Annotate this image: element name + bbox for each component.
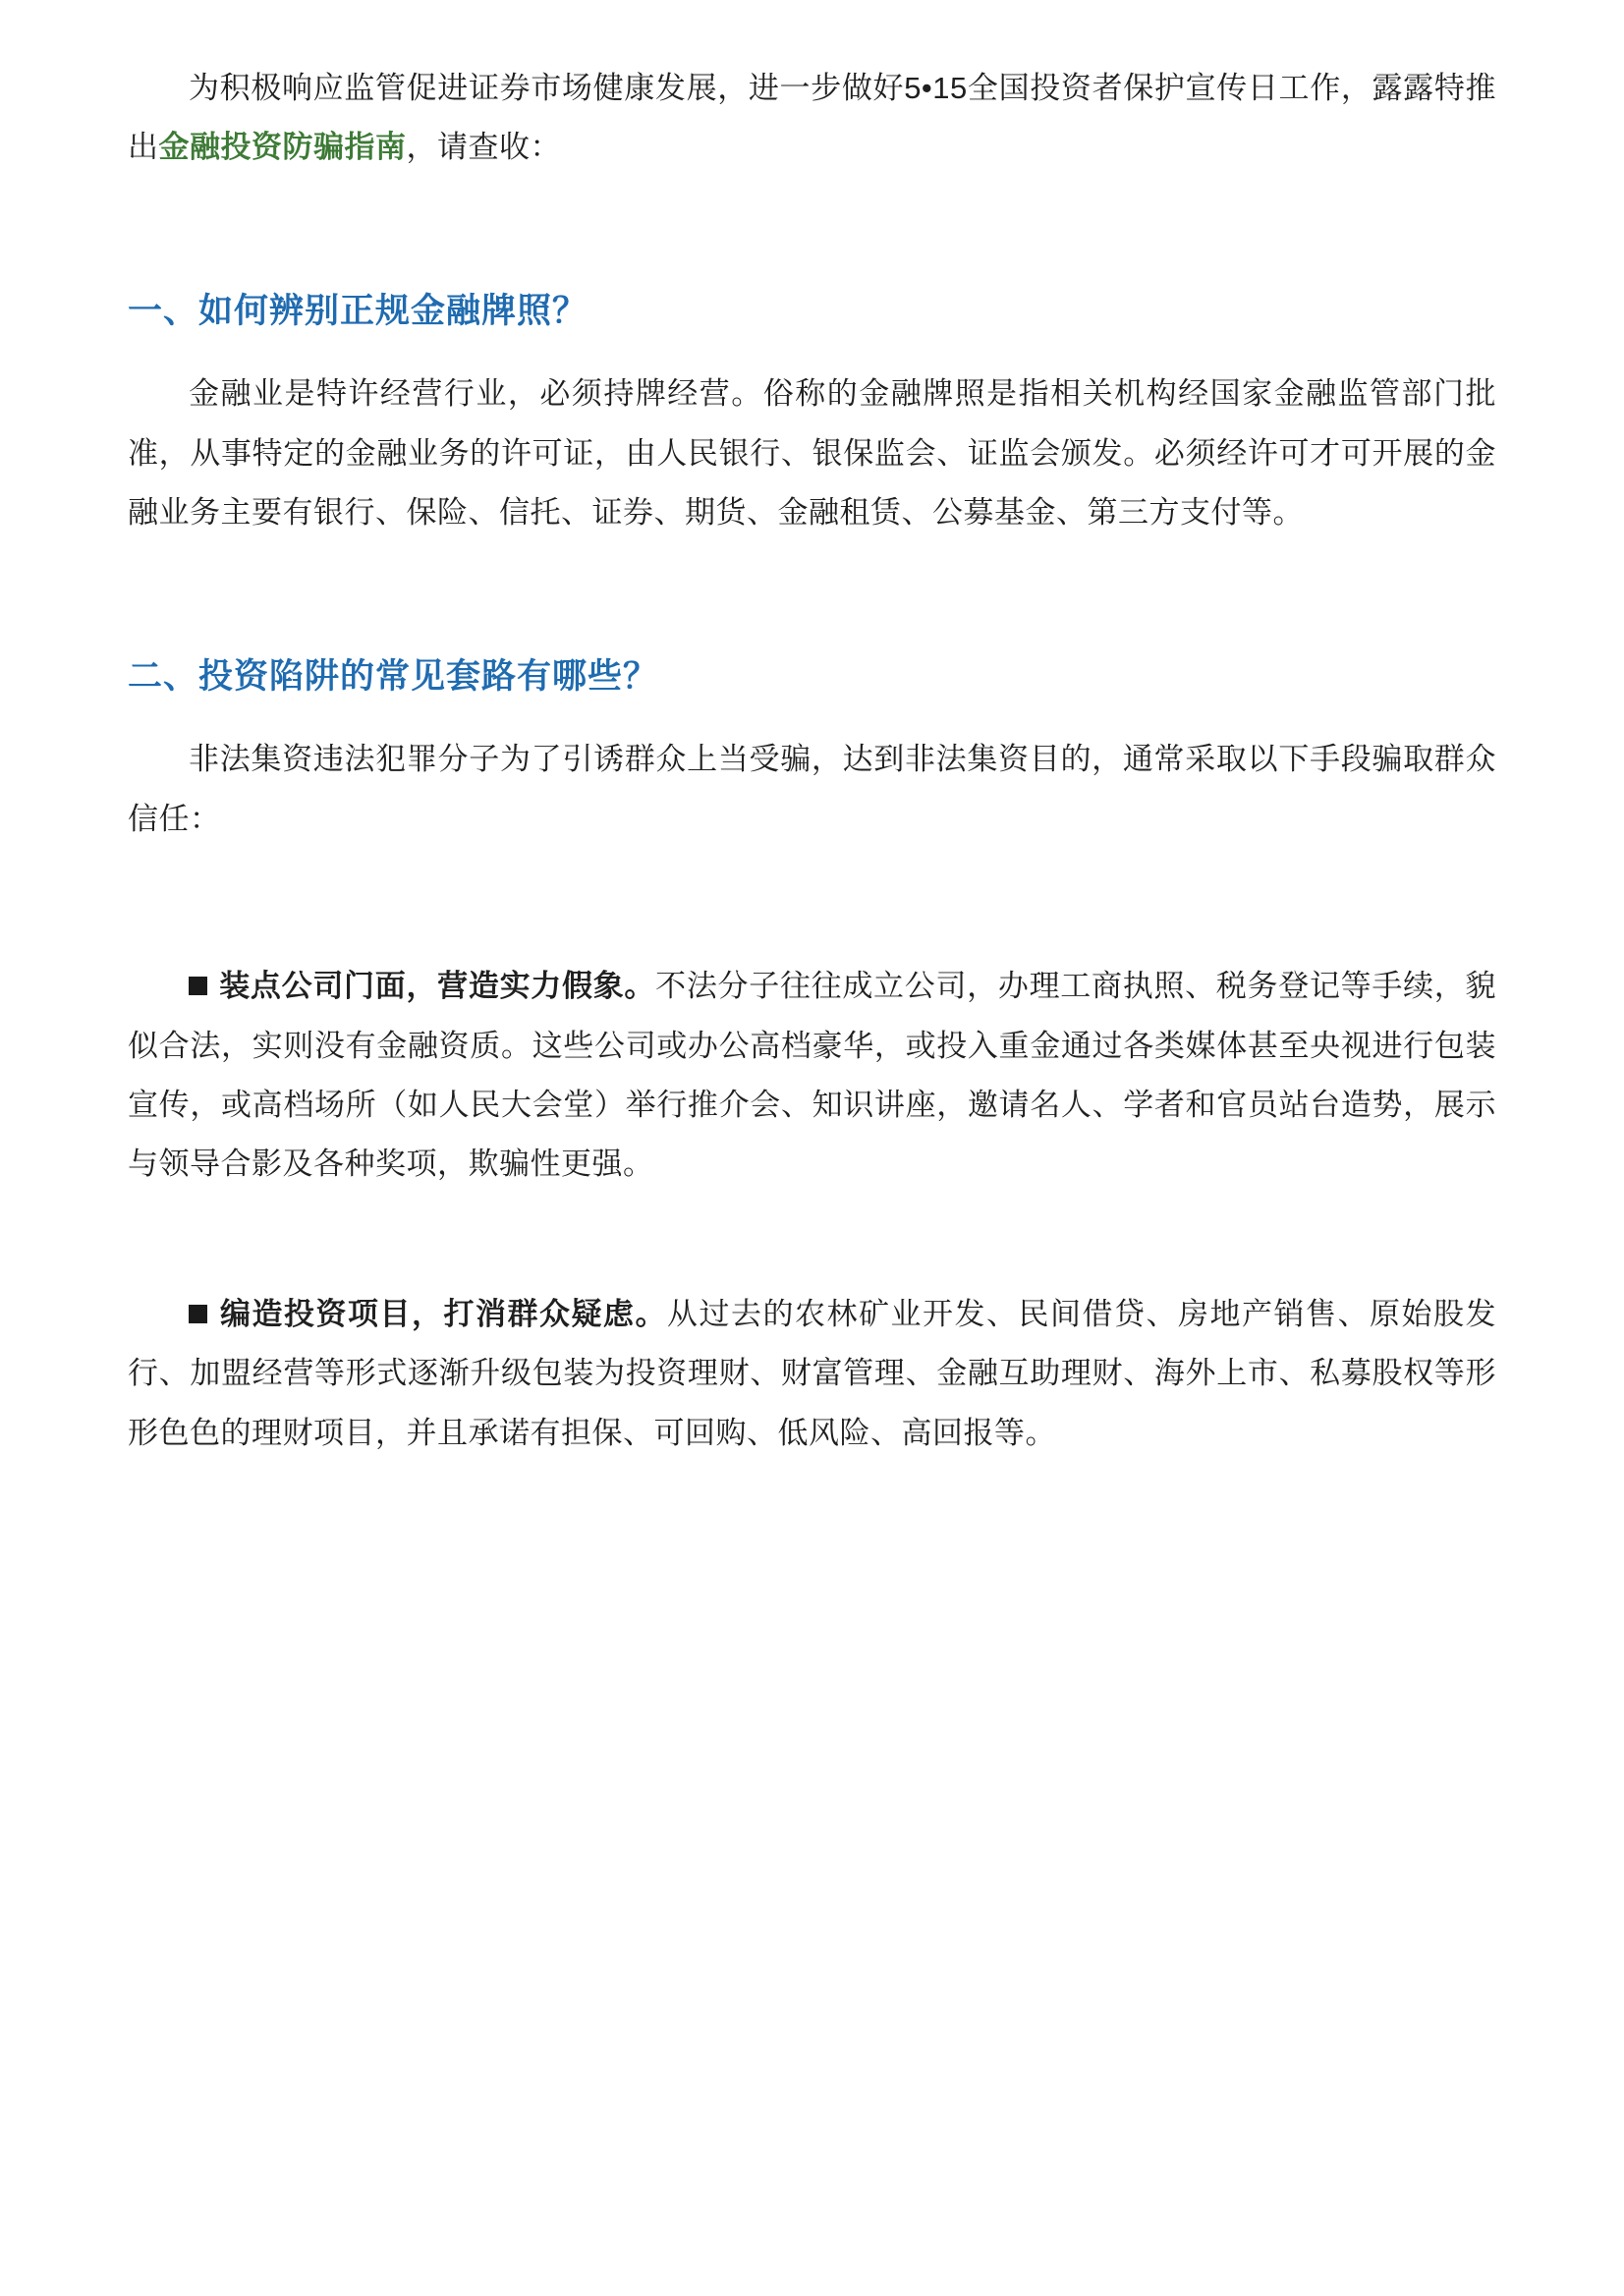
section-heading-1: 一、如何辨别正规金融牌照？ bbox=[128, 291, 588, 330]
bullet-body-1: 不法分子往往成立公司，办理工商执照、税务登记等手续，貌似合法，实则没有金融资质。这些公司或办公高档豪华，或投入重金通过各类媒体甚至央视进行包装宣传，或高档场所（如人民大会堂）举行推介会、知识讲座，邀请名人、学者和官员站台造势，展示与领导合影及各种奖项，欺骗性更强。 bbox=[128, 969, 1496, 1182]
intro-paragraph bbox=[128, 59, 1496, 178]
intro-text-part2: ，请查收： bbox=[406, 130, 561, 165]
spacer bbox=[128, 337, 1496, 364]
section-body-1: 金融业是特许经营行业，必须持牌经营。俗称的金融牌照是指相关机构经国家金融监管部门批准，从事特定的金融业务的许可证，由人民银行、银保监会、证监会颁发。必须经许可才可开展的金融业务主要有银行、保险、信托、证券、期货、金融租赁、公募基金、第三方支付等。 bbox=[128, 376, 1496, 531]
spacer bbox=[128, 1195, 1496, 1285]
bullet-lead-2: 编造投资项目，打消群众疑虑。 bbox=[219, 1296, 667, 1331]
spacer bbox=[128, 543, 1496, 651]
spacer bbox=[128, 702, 1496, 730]
square-bullet-icon bbox=[189, 977, 207, 995]
bullet-item-1 bbox=[128, 957, 1496, 1195]
bullet-lead-1: 装点公司门面，营造实力假象。 bbox=[219, 969, 656, 1004]
spacer bbox=[128, 849, 1496, 957]
square-bullet-icon bbox=[189, 1305, 207, 1323]
section-heading-2: 二、投资陷阱的常见套路有哪些？ bbox=[128, 656, 659, 696]
section-body-2: 非法集资违法犯罪分子为了引诱群众上当受骗，达到非法集资目的，通常采取以下手段骗取群众信任： bbox=[128, 742, 1496, 836]
bullet-body-2: 从过去的农林矿业开发、民间借贷、房地产销售、原始股发行、加盟经营等形式逐渐升级包装为投资理财、财富管理、金融互助理财、海外上市、私募股权等形形色色的理财项目，并且承诺有担保、可回购、低风险、高回报等。 bbox=[128, 1296, 1496, 1450]
intro-text-part1: 为积极响应监管促进证券市场健康发展，进一步做好5•15全国投资者保护宣传日工作，露露特推出 bbox=[128, 71, 1496, 165]
bullet-item-2 bbox=[128, 1285, 1496, 1463]
spacer bbox=[128, 178, 1496, 286]
intro-highlight-term: 金融投资防骗指南 bbox=[158, 130, 407, 165]
